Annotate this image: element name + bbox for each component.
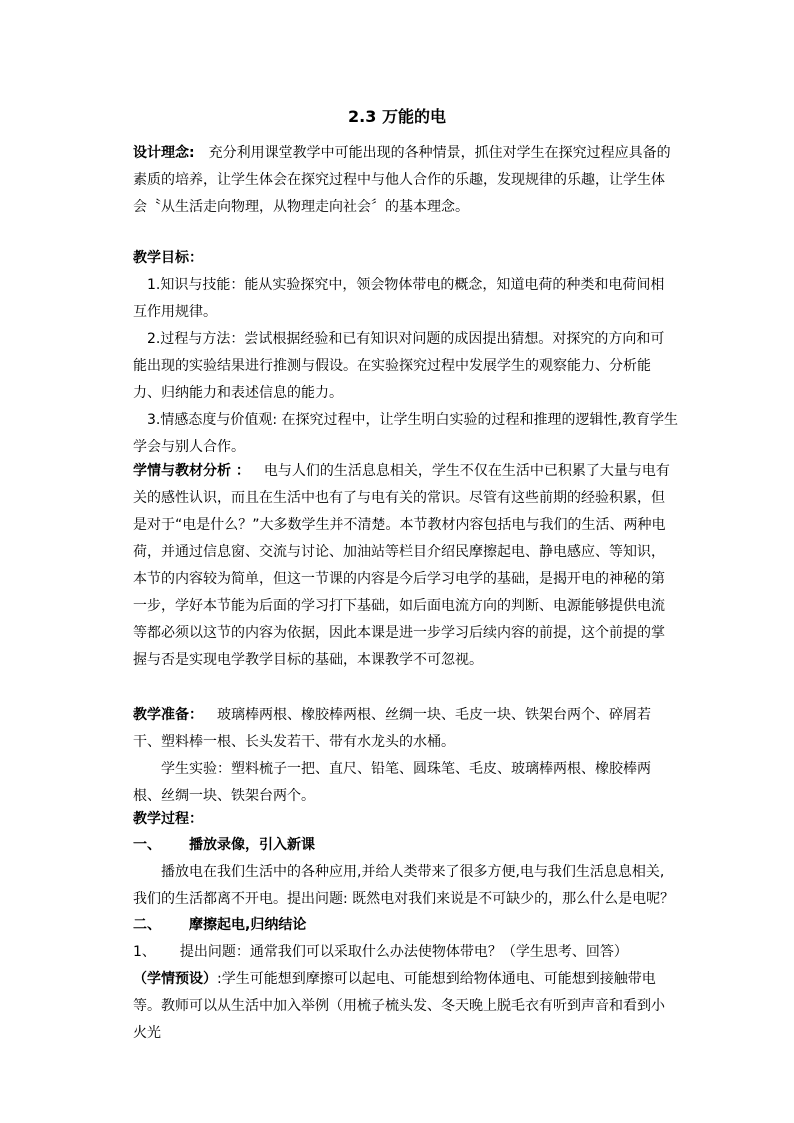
- student-experiment-paragraph: 学生实验：塑料梳子一把、直尺、铅笔、圆珠笔、毛皮、玻璃棒两根、橡胶棒两根、丝绸一块、铁架台两个。: [133, 761, 651, 804]
- section-1-text: 播放电在我们生活中的各种应用,并给人类带来了很多方便,电与我们生活息息相关,我们的生活都离不开电。提出问题: 既然电对我们来说是不可缺少的，那么什么是电呢？: [133, 864, 675, 907]
- preset-paragraph: [133, 966, 678, 1047]
- section-2-title: 摩擦起电,归纳结论: [189, 917, 307, 933]
- preset-text: :学生可能想到摩擦可以起电、可能想到给物体通电、可能想到接触带电等。教师可以从生活中加入举例（用梳子梳头发、冬天晚上脱毛衣有听到声音和看到小火光: [133, 971, 665, 1041]
- section-1-number: 一、: [133, 837, 161, 853]
- analysis-paragraph: [133, 458, 678, 674]
- section-2-heading: [133, 912, 678, 939]
- analysis-text: 电与人们的生活息息相关，学生不仅在生活中已积累了大量与电有关的感性认识，而且在生活中也有了与电有关的常识。尽管有这些前期的经验积累，但是对于“电是什么？”大多数学生并不清楚。本节教材内容包括电与我们的生活、两种电荷，并通过信息窗、交流与讨论、加油站等栏目介绍民摩擦起电、静电感应、等知识，本节的内容较为简单，但这一节课的内容是今后学习电学的基础，是揭开电的神秘的第一步，学好本节能为后面的学习打下基础，如后面电流方向的判断、电源能够提供电流等都必须以这节的内容为依据，因此本课是进一步学习后续内容的前提，这个前提的掌握与否是实现电学教学目标的基础，本课教学不可忽视。: [133, 463, 670, 668]
- goal-item-knowledge: 1.知识与技能：能从实验探究中，领会物体带电的概念，知道电荷的种类和电荷间相互作用规律。: [133, 277, 665, 320]
- goals-heading: 教学目标：: [133, 250, 203, 266]
- section-1-title: 播放录像，引入新课: [189, 837, 315, 853]
- preparation-text: 玻璃棒两根、橡胶棒两根、丝绸一块、毛皮一块、铁架台两个、碎屑若干、塑料棒一根、长头发若干、带有水龙头的水桶。: [133, 707, 651, 750]
- question-1-paragraph: [133, 939, 678, 966]
- analysis-label: 学情与教材分析 ：: [133, 463, 250, 479]
- section-1-heading: [133, 832, 678, 859]
- design-concept-label: 设计理念:: [133, 145, 195, 161]
- goal-item-emotion: 3.情感态度与价值观: 在探究过程中，让学生明白实验的过程和推理的逻辑性,教育学生学会与别人合作。: [133, 412, 678, 455]
- page-title: 2.3 万能的电: [348, 107, 446, 126]
- preparation-label: 教学准备：: [133, 707, 203, 723]
- preset-label: （学情预设）: [133, 971, 217, 987]
- section-2-number: 二、: [133, 917, 161, 933]
- preparation-paragraph: [133, 702, 678, 756]
- design-concept-paragraph: [133, 140, 678, 221]
- goal-item-process: 2.过程与方法：尝试根据经验和已有知识对问题的成因提出猜想。对探究的方向和可能出现的实验结果进行推测与假设。在实验探究过程中发展学生的观察能力、分析能力、归纳能力和表述信息的能力。: [133, 331, 665, 401]
- design-concept-text: 充分利用课堂教学中可能出现的各种情景，抓住对学生在探究过程应具备的素质的培养，让学生体会在探究过程中与他人合作的乐趣，发现规律的乐趣，让学生体会〝从生活走向物理，从物理走向社会〞的基本理念。: [133, 145, 671, 215]
- question-1-number: 1、: [133, 944, 156, 960]
- process-heading: 教学过程：: [133, 811, 203, 827]
- question-1-text: 提出问题：通常我们可以采取什么办法使物体带电？（学生思考、回答）: [179, 944, 628, 960]
